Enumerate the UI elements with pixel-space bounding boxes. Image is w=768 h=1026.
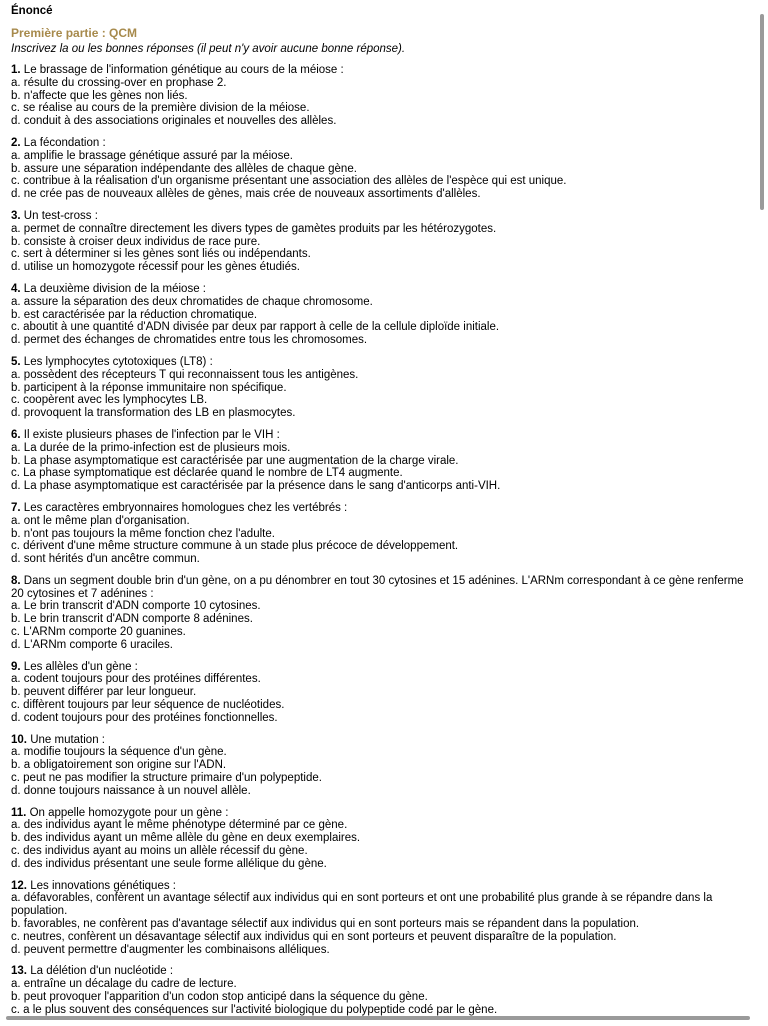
question-number: 7. xyxy=(11,501,21,514)
question-stem xyxy=(11,283,751,296)
question-stem xyxy=(11,734,751,747)
option-text: n'affecte que les gènes non liés. xyxy=(23,89,188,102)
option-letter: d. xyxy=(11,261,21,274)
question-number: 8. xyxy=(11,574,21,587)
vertical-scrollbar[interactable] xyxy=(760,14,764,210)
option-text: modifie toujours la séquence d'un gène. xyxy=(23,746,227,759)
option-text: des individus ayant un même allèle du gène en deux exemplaires. xyxy=(23,832,361,845)
option-letter: d. xyxy=(11,334,21,347)
option-letter: a. xyxy=(11,978,21,991)
option-text: L'ARNm comporte 20 guanines. xyxy=(23,626,186,639)
option-letter: d. xyxy=(11,480,21,493)
question-stem xyxy=(11,880,751,893)
option-text: utilise un homozygote récessif pour les gènes étudiés. xyxy=(23,261,300,274)
option-text: conduit à des associations originales et nouvelles des allèles. xyxy=(23,115,337,128)
option-letter: a. xyxy=(11,600,21,613)
option-text: codent toujours pour des protéines différentes. xyxy=(23,673,261,686)
answer-option xyxy=(11,528,751,541)
option-text: est caractérisée par la réduction chromatique. xyxy=(23,308,258,321)
option-text: sert à déterminer si les gènes sont liés ou indépendants. xyxy=(23,248,311,261)
question-number: 12. xyxy=(11,879,27,892)
answer-option xyxy=(11,90,751,103)
option-text: défavorables, confèrent un avantage sélectif aux individus qui en sont porteurs et ont une probabilité plus grande à se répandre dans la population. xyxy=(11,892,713,918)
question-stem xyxy=(11,64,751,77)
question-number: 4. xyxy=(11,282,21,295)
option-letter: b. xyxy=(11,832,21,845)
option-letter: c. xyxy=(11,321,20,334)
option-letter: c. xyxy=(11,699,20,712)
option-text: La phase asymptomatique est caractérisée par la présence dans le sang d'anticorps anti-VIH. xyxy=(23,480,501,493)
option-text: Le brin transcrit d'ADN comporte 8 adénines. xyxy=(23,613,253,626)
answer-option xyxy=(11,540,751,553)
question-text: Les innovations génétiques : xyxy=(30,879,176,892)
question-stem xyxy=(11,807,751,820)
option-text: permet des échanges de chromatides entre tous les chromosomes. xyxy=(23,334,368,347)
option-text: résulte du crossing-over en prophase 2. xyxy=(23,76,227,89)
option-text: amplifie le brassage génétique assuré par la méiose. xyxy=(23,149,293,162)
option-letter: c. xyxy=(11,1003,20,1016)
option-text: codent toujours pour des protéines fonctionnelles. xyxy=(23,711,278,724)
question-text: La deuxième division de la méiose : xyxy=(23,282,206,295)
answer-option xyxy=(11,746,751,759)
question-stem xyxy=(11,965,751,978)
question-text: Les lymphocytes cytotoxiques (LT8) : xyxy=(23,355,213,368)
question-list xyxy=(11,64,751,1017)
answer-option xyxy=(11,369,751,382)
answer-option xyxy=(11,248,751,261)
answer-option xyxy=(11,261,751,274)
option-letter: a. xyxy=(11,441,21,454)
answer-option xyxy=(11,442,751,455)
option-text: a le plus souvent des conséquences sur l'activité biologique du polypeptide codé par le gène. xyxy=(23,1003,498,1016)
option-letter: d. xyxy=(11,407,21,420)
option-letter: d. xyxy=(11,711,21,724)
option-text: La durée de la primo-infection est de plusieurs mois. xyxy=(23,441,291,454)
answer-option xyxy=(11,309,751,322)
answer-option xyxy=(11,175,751,188)
question-stem xyxy=(11,210,751,223)
answer-option xyxy=(11,819,751,832)
option-letter: b. xyxy=(11,162,21,175)
answer-option xyxy=(11,394,751,407)
question-stem xyxy=(11,429,751,442)
question-item xyxy=(11,137,751,201)
answer-option xyxy=(11,944,751,957)
option-letter: a. xyxy=(11,295,21,308)
option-letter: d. xyxy=(11,638,21,651)
option-letter: c. xyxy=(11,248,20,261)
answer-option xyxy=(11,686,751,699)
option-text: n'ont pas toujours la même fonction chez l'adulte. xyxy=(23,527,275,540)
option-letter: a. xyxy=(11,514,21,527)
option-text: des individus ayant le même phénotype déterminé par ce gène. xyxy=(23,819,348,832)
option-letter: c. xyxy=(11,772,20,785)
option-letter: c. xyxy=(11,175,20,188)
option-text: permet de connaître directement les divers types de gamètes produits par les hétérozygotes. xyxy=(23,222,497,235)
option-letter: a. xyxy=(11,892,21,905)
answer-option xyxy=(11,978,751,991)
question-number: 3. xyxy=(11,209,21,222)
option-text: des individus présentant une seule forme allélique du gène. xyxy=(23,857,327,870)
option-text: assure la séparation des deux chromatides de chaque chromosome. xyxy=(23,295,373,308)
question-text: Le brassage de l'information génétique au cours de la méiose : xyxy=(23,64,344,76)
question-text: Dans un segment double brin d'un gène, on a pu dénombrer en tout 30 cytosines et 15 adénines. L'ARNm correspondant à ce gène renferme 20 cytosines et 7 adénines : xyxy=(11,574,744,600)
question-stem xyxy=(11,661,751,674)
option-text: neutres, confèrent un désavantage sélectif aux individus qui en sont porteurs et peuvent disparaître de la population. xyxy=(23,930,617,943)
question-number: 5. xyxy=(11,355,21,368)
question-number: 9. xyxy=(11,660,21,673)
option-letter: b. xyxy=(11,918,21,931)
option-letter: b. xyxy=(11,759,21,772)
option-letter: d. xyxy=(11,784,21,797)
answer-option xyxy=(11,832,751,845)
option-text: aboutit à une quantité d'ADN divisée par deux par rapport à celle de la cellule diploïde initiale. xyxy=(23,321,500,334)
question-item xyxy=(11,502,751,566)
answer-option xyxy=(11,785,751,798)
option-letter: c. xyxy=(11,626,20,639)
question-stem xyxy=(11,575,751,601)
section-title: Énoncé xyxy=(11,5,53,17)
answer-option xyxy=(11,712,751,725)
option-text: peuvent différer par leur longueur. xyxy=(23,686,197,699)
question-number: 2. xyxy=(11,136,21,149)
option-letter: c. xyxy=(11,540,20,553)
option-letter: d. xyxy=(11,553,21,566)
answer-option xyxy=(11,455,751,468)
option-letter: a. xyxy=(11,76,21,89)
question-item xyxy=(11,575,751,652)
answer-option xyxy=(11,892,751,918)
question-item xyxy=(11,734,751,798)
option-letter: a. xyxy=(11,746,21,759)
option-letter: d. xyxy=(11,115,21,128)
answer-option xyxy=(11,188,751,201)
answer-option xyxy=(11,115,751,128)
option-letter: a. xyxy=(11,149,21,162)
answer-option xyxy=(11,931,751,944)
option-text: L'ARNm comporte 6 uraciles. xyxy=(23,638,173,651)
question-number: 13. xyxy=(11,965,27,978)
answer-option xyxy=(11,772,751,785)
option-text: La phase symptomatique est déclarée quand le nombre de LT4 augmente. xyxy=(23,467,403,480)
question-text: On appelle homozygote pour un gène : xyxy=(29,806,229,819)
answer-option xyxy=(11,102,751,115)
answer-option xyxy=(11,223,751,236)
option-text: ne crée pas de nouveaux allèles de gènes, mais crée de nouveaux assortiments d'allèles. xyxy=(23,188,481,201)
question-text: Les caractères embryonnaires homologues chez les vertébrés : xyxy=(23,501,348,514)
answer-option xyxy=(11,77,751,90)
question-item xyxy=(11,880,751,957)
answer-option xyxy=(11,759,751,772)
question-item xyxy=(11,210,751,274)
option-text: dérivent d'une même structure commune à un stade plus précoce de développement. xyxy=(23,540,459,553)
answer-option xyxy=(11,553,751,566)
option-letter: a. xyxy=(11,819,21,832)
option-letter: d. xyxy=(11,188,21,201)
document-page xyxy=(11,4,751,1026)
question-item xyxy=(11,807,751,871)
answer-option xyxy=(11,1004,751,1017)
option-letter: b. xyxy=(11,686,21,699)
option-text: Le brin transcrit d'ADN comporte 10 cytosines. xyxy=(23,600,261,613)
option-letter: b. xyxy=(11,89,21,102)
option-text: favorables, ne confèrent pas d'avantage sélectif aux individus qui en sont porteurs mais se répandent dans la population. xyxy=(23,918,640,931)
answer-option xyxy=(11,515,751,528)
option-letter: a. xyxy=(11,222,21,235)
answer-option xyxy=(11,150,751,163)
answer-option xyxy=(11,236,751,249)
option-letter: b. xyxy=(11,454,21,467)
question-item xyxy=(11,64,751,128)
option-letter: c. xyxy=(11,394,20,407)
question-item xyxy=(11,356,751,420)
answer-option xyxy=(11,858,751,871)
horizontal-scrollbar[interactable] xyxy=(6,1016,750,1020)
answer-option xyxy=(11,163,751,176)
question-item xyxy=(11,965,751,1016)
question-item xyxy=(11,283,751,347)
answer-option xyxy=(11,613,751,626)
option-text: consiste à croiser deux individus de race pure. xyxy=(23,235,261,248)
option-text: donne toujours naissance à un nouvel allèle. xyxy=(23,784,251,797)
answer-option xyxy=(11,845,751,858)
question-item xyxy=(11,429,751,493)
option-letter: b. xyxy=(11,235,21,248)
question-text: Une mutation : xyxy=(30,733,105,746)
option-text: des individus ayant au moins un allèle récessif du gène. xyxy=(23,845,308,858)
answer-option xyxy=(11,321,751,334)
answer-option xyxy=(11,699,751,712)
option-letter: c. xyxy=(11,102,20,115)
option-letter: c. xyxy=(11,930,20,943)
answer-option xyxy=(11,600,751,613)
option-text: assure une séparation indépendante des allèles de chaque gène. xyxy=(23,162,357,175)
part-title: Première partie : QCM xyxy=(11,26,138,40)
question-item xyxy=(11,661,751,725)
option-text: contribue à la réalisation d'un organisme présentant une association des allèles de l'espèce qui est unique. xyxy=(23,175,567,188)
answer-option xyxy=(11,639,751,652)
question-text: Il existe plusieurs phases de l'infection par le VIH : xyxy=(23,428,280,441)
option-letter: b. xyxy=(11,308,21,321)
option-letter: a. xyxy=(11,368,21,381)
option-text: a obligatoirement son origine sur l'ADN. xyxy=(23,759,227,772)
option-text: possèdent des récepteurs T qui reconnaissent tous les antigènes. xyxy=(23,368,359,381)
question-number: 10. xyxy=(11,733,27,746)
question-stem xyxy=(11,502,751,515)
option-text: ont le même plan d'organisation. xyxy=(23,514,190,527)
question-stem xyxy=(11,137,751,150)
instructions-text: Inscrivez la ou les bonnes réponses (il peut n'y avoir aucune bonne réponse). xyxy=(11,43,406,55)
option-letter: c. xyxy=(11,845,20,858)
question-stem xyxy=(11,356,751,369)
answer-option xyxy=(11,480,751,493)
answer-option xyxy=(11,407,751,420)
answer-option xyxy=(11,626,751,639)
option-text: provoquent la transformation des LB en plasmocytes. xyxy=(23,407,296,420)
option-letter: b. xyxy=(11,991,21,1003)
question-text: La délétion d'un nucléotide : xyxy=(30,965,174,978)
answer-option xyxy=(11,673,751,686)
option-text: peut ne pas modifier la structure primaire d'un polypeptide. xyxy=(23,772,322,785)
option-text: peuvent permettre d'augmenter les combinaisons alléliques. xyxy=(23,943,330,956)
answer-option xyxy=(11,296,751,309)
option-text: peut provoquer l'apparition d'un codon stop anticipé dans la séquence du gène. xyxy=(23,991,428,1003)
option-letter: a. xyxy=(11,673,21,686)
answer-option xyxy=(11,382,751,395)
option-text: participent à la réponse immunitaire non spécifique. xyxy=(23,381,287,394)
option-text: sont hérités d'un ancêtre commun. xyxy=(23,553,200,566)
option-text: La phase asymptomatique est caractérisée par une augmentation de la charge virale. xyxy=(23,454,459,467)
question-number: 6. xyxy=(11,428,21,441)
question-text: Les allèles d'un gène : xyxy=(23,660,138,673)
option-text: entraîne un décalage du cadre de lecture. xyxy=(23,978,237,991)
question-text: La fécondation : xyxy=(23,136,106,149)
option-letter: b. xyxy=(11,613,21,626)
answer-option xyxy=(11,467,751,480)
option-text: diffèrent toujours par leur séquence de nucléotides. xyxy=(23,699,285,712)
option-letter: c. xyxy=(11,467,20,480)
option-letter: d. xyxy=(11,943,21,956)
question-text: Un test-cross : xyxy=(23,209,98,222)
answer-option xyxy=(11,918,751,931)
option-text: coopèrent avec les lymphocytes LB. xyxy=(23,394,208,407)
question-number: 1. xyxy=(11,64,21,76)
answer-option xyxy=(11,991,751,1004)
option-text: se réalise au cours de la première division de la méiose. xyxy=(23,102,310,115)
option-letter: b. xyxy=(11,381,21,394)
question-number: 11. xyxy=(11,806,27,819)
option-letter: b. xyxy=(11,527,21,540)
answer-option xyxy=(11,334,751,347)
option-letter: d. xyxy=(11,857,21,870)
